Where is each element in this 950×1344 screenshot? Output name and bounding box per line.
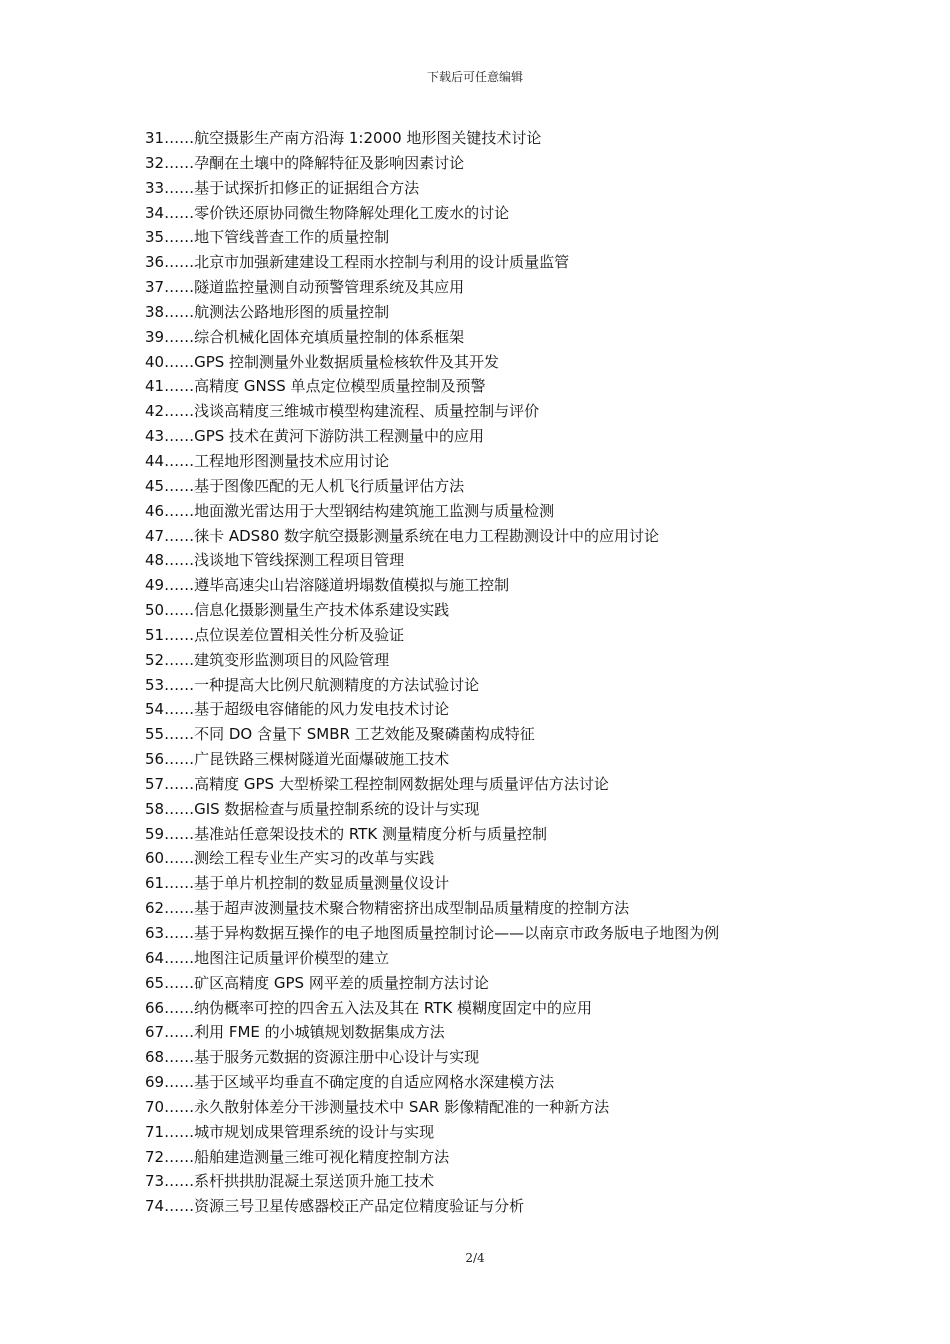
list-item: 64……地图注记质量评价模型的建立	[145, 948, 390, 967]
list-item: 58……GIS 数据检查与质量控制系统的设计与实现	[145, 799, 480, 818]
list-item: 74……资源三号卫星传感器校正产品定位精度验证与分析	[145, 1197, 525, 1216]
list-item: 39……综合机械化固体充填质量控制的体系框架	[145, 327, 465, 346]
list-item: 59……基准站任意架设技术的 RTK 测量精度分析与质量控制	[145, 824, 547, 843]
list-item: 51……点位误差位置相关性分析及验证	[145, 625, 405, 644]
list-item: 68……基于服务元数据的资源注册中心设计与实现	[145, 1048, 480, 1067]
list-item: 53……一种提高大比例尺航测精度的方法试验讨论	[145, 675, 480, 694]
list-item: 72……船舶建造测量三维可视化精度控制方法	[145, 1147, 450, 1166]
list-item: 49……遵毕高速尖山岩溶隧道坍塌数值模拟与施工控制	[145, 576, 510, 595]
list-item: 63……基于异构数据互操作的电子地图质量控制讨论——以南京市政务版电子地图为例	[145, 924, 720, 942]
list-item: 33……基于试探折扣修正的证据组合方法	[145, 178, 420, 197]
list-item: 45……基于图像匹配的无人机飞行质量评估方法	[145, 476, 465, 495]
list-item: 47……徕卡 ADS80 数字航空摄影测量系统在电力工程勘测设计中的应用讨论	[145, 526, 660, 545]
reference-list	[145, 126, 925, 1219]
list-item: 35……地下管线普查工作的质量控制	[145, 228, 390, 247]
list-item: 70……永久散射体差分干涉测量技术中 SAR 影像精配准的一种新方法	[145, 1097, 610, 1116]
list-item: 42……浅谈高精度三维城市模型构建流程、质量控制与评价	[145, 402, 540, 421]
list-item: 36……北京市加强新建建设工程雨水控制与利用的设计质量监管	[145, 253, 570, 272]
list-item: 60……测绘工程专业生产实习的改革与实践	[145, 849, 435, 868]
page-number: 2/4	[465, 1251, 485, 1265]
list-item: 65……矿区高精度 GPS 网平差的质量控制方法讨论	[145, 973, 489, 992]
list-item: 37……隧道监控量测自动预警管理系统及其应用	[145, 278, 465, 297]
list-item: 71……城市规划成果管理系统的设计与实现	[145, 1122, 435, 1141]
list-item: 50……信息化摄影测量生产技术体系建设实践	[145, 601, 450, 620]
list-item: 66……纳伪概率可控的四舍五入法及其在 RTK 模糊度固定中的应用	[145, 998, 592, 1017]
list-item: 52……建筑变形监测项目的风险管理	[145, 650, 390, 669]
list-item: 31……航空摄影生产南方沿海 1:2000 地形图关键技术讨论	[145, 129, 542, 147]
list-item: 48……浅谈地下管线探测工程项目管理	[145, 551, 405, 570]
list-item: 32……孕酮在土壤中的降解特征及影响因素讨论	[145, 153, 465, 172]
list-item: 57……高精度 GPS 大型桥梁工程控制网数据处理与质量评估方法讨论	[145, 774, 609, 793]
list-item: 54……基于超级电容储能的风力发电技术讨论	[145, 700, 450, 719]
list-item: 41……高精度 GNSS 单点定位模型质量控制及预警	[145, 377, 486, 396]
page-header: 下载后可任意编辑	[426, 70, 523, 84]
list-item: 34……零价铁还原协同微生物降解处理化工废水的讨论	[145, 203, 510, 222]
list-item: 44……工程地形图测量技术应用讨论	[145, 451, 390, 470]
list-item: 56……广昆铁路三棵树隧道光面爆破施工技术	[145, 750, 450, 769]
list-item: 40……GPS 控制测量外业数据质量检核软件及其开发	[145, 352, 500, 371]
list-item: 62……基于超声波测量技术聚合物精密挤出成型制品质量精度的控制方法	[145, 899, 630, 918]
list-item: 61……基于单片机控制的数显质量测量仪设计	[145, 874, 450, 893]
list-item: 55……不同 DO 含量下 SMBR 工艺效能及聚磷菌构成特征	[145, 725, 535, 744]
list-item: 46……地面激光雷达用于大型钢结构建筑施工监测与质量检测	[145, 501, 555, 520]
list-item: 69……基于区域平均垂直不确定度的自适应网格水深建模方法	[145, 1073, 555, 1092]
list-item: 73……系杆拱拱肋混凝土泵送顶升施工技术	[145, 1172, 435, 1191]
list-item: 38……航测法公路地形图的质量控制	[145, 302, 390, 321]
list-item: 43……GPS 技术在黄河下游防洪工程测量中的应用	[145, 427, 485, 446]
list-item: 67……利用 FME 的小城镇规划数据集成方法	[145, 1023, 445, 1042]
